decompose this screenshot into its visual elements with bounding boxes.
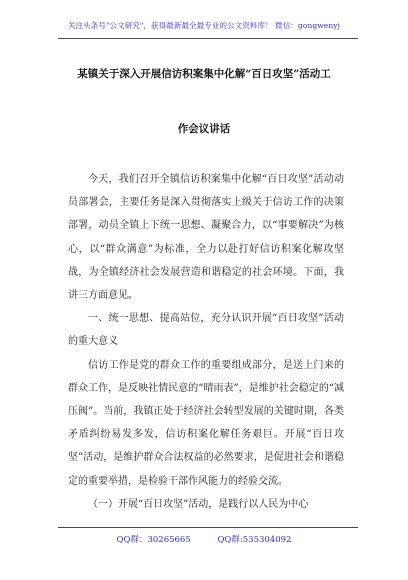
document-title-line-2: 作会议讲话 [177, 123, 231, 135]
header-banner: 关注头条号"公文研究"，获得最新最全最专业的公文资料库！ 微信：gongwenyj [67, 21, 341, 30]
footer-qq-group-1: QQ群：30265665 [116, 535, 191, 545]
header-divider [58, 38, 358, 39]
document-body [68, 168, 344, 516]
paragraph-opening: 今天，我们召开全镇信访积案集中化解“百日攻坚”活动动员部署会，主要任务是深入贯彻落实上级关于信访工作的决策部署，动员全镇上下统一思想、凝聚合力，以“事要解决”为核心，以“群众满意”为标准，全力以赴打好信访积案化解攻坚战，为全镇经济社会发展营造和谐稳定的社会环境。下面，我讲三方面意见。 [68, 174, 344, 302]
section-heading-1: 一、统一思想、提高站位，充分认识开展“百日攻坚”活动的重大意义 [68, 313, 344, 348]
paragraph-petition-work: 信访工作是党的群众工作的重要组成部分，是送上门来的群众工作，是反映社情民意的“晴雨表”，是维护社会稳定的“减压阀”。当前，我镇正处于经济社会转型发展的关键时期，各类矛盾纠纷易发多发，信访积案化解任务艰巨。开展“百日攻坚”活动，是维护群众合法权益的必然要求，是促进社会和谐稳定的重要举措，是检验干部作风能力的经验交流。 [68, 359, 344, 487]
subsection-heading-1: （一）开展“百日攻坚”活动，是践行以人民为中心 [88, 498, 309, 510]
document-title-line-1: 某镇关于深入开展信访积案集中化解“百日攻坚”活动工 [77, 68, 331, 80]
footer-qq-group-2: QQ群:535304092 [217, 535, 292, 545]
footer [0, 533, 408, 545]
footer-divider [58, 527, 358, 528]
